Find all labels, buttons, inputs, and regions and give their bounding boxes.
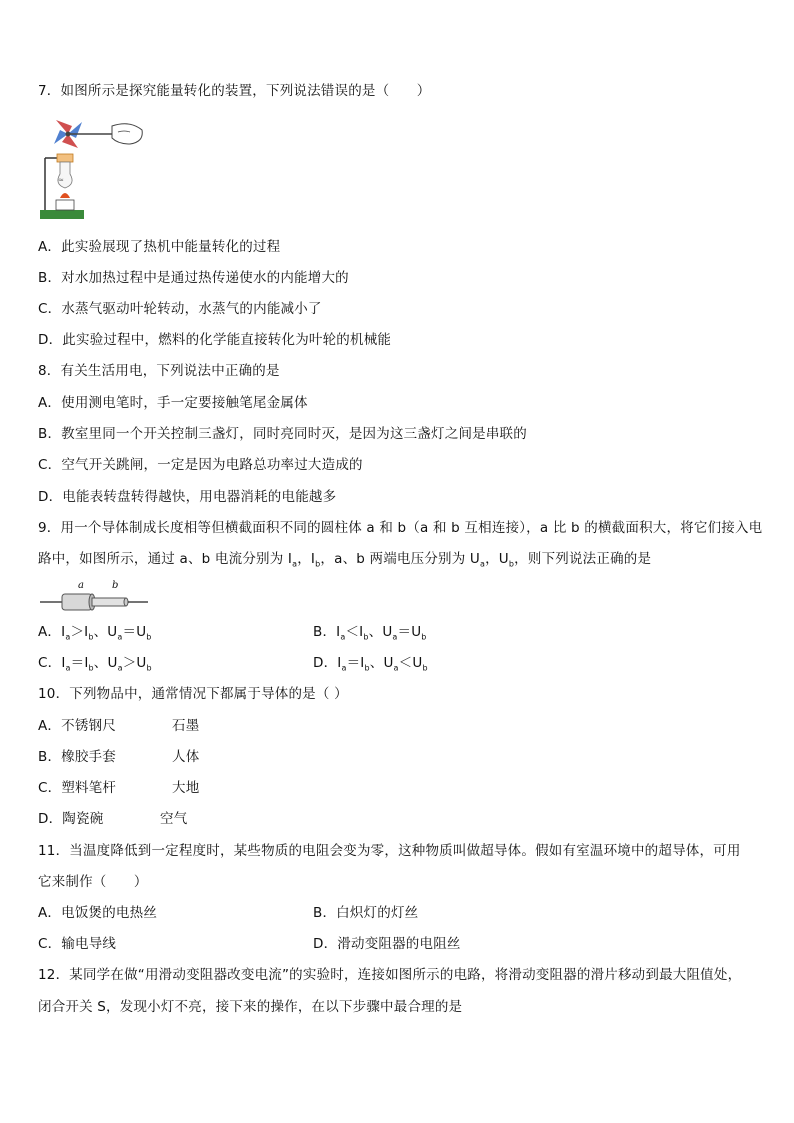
- cylinder-b: [92, 598, 126, 606]
- q8-option-b: B．教室里同一个开关控制三盏灯，同时亮同时灭，是因为这三盏灯之间是串联的: [38, 426, 527, 442]
- q10-option-b: B．橡胶手套: [38, 749, 116, 765]
- q9-option-c: C．$I_a=I_b$、$U_a>U_b$: [38, 655, 152, 673]
- q8-option-c: C．空气开关跳闸，一定是因为电路总功率过大造成的: [38, 457, 363, 473]
- label-b: b: [112, 580, 119, 591]
- q9-stem-line1: 9．用一个导体制成长度相等但横截面积不同的圆柱体 a 和 b（a 和 b 互相连接），a 比 b 的横截面积大，将它们接入电: [38, 520, 763, 536]
- cylinder-a: [62, 594, 92, 610]
- alcohol-lamp: [56, 200, 74, 210]
- q11-stem-line1: 11．当温度降低到一定程度时，某些物质的电阻会变为零，这种物质叫做超导体。假如有室温环境中的超导体，可用: [38, 843, 741, 859]
- q10-option-b-item2: 人体: [172, 749, 200, 765]
- flask-body: [58, 162, 72, 188]
- q9-option-b: B．$I_a<I_b$、$U_a=U_b$: [313, 624, 427, 642]
- q8-option-a: A．使用测电笔时，手一定要接触笔尾金属体: [38, 395, 308, 411]
- q10-option-a: A．不锈钢尺: [38, 718, 116, 734]
- q10-option-c: C．塑料笔杆: [38, 780, 117, 796]
- q10-option-a-item2: 石墨: [172, 718, 200, 734]
- hand-icon: [112, 124, 142, 144]
- q11-option-a: A．电饭煲的电热丝: [38, 905, 158, 921]
- q11-option-d: D．滑动变阻器的电阻丝: [313, 936, 461, 952]
- flame-icon: [60, 193, 70, 198]
- q9-stem-line2-post: ，则下列说法正确的是: [514, 551, 652, 567]
- label-a: a: [78, 580, 84, 591]
- q12-stem-line1: 12．某同学在做“用滑动变阻器改变电流”的实验时，连接如图所示的电路，将滑动变阻器的滑片移动到最大阻值处，: [38, 967, 742, 983]
- q7-stem: 7．如图所示是探究能量转化的装置，下列说法错误的是（ ）: [38, 83, 431, 99]
- conductor-figure: [38, 578, 150, 612]
- q7-option-d: D．此实验过程中，燃料的化学能直接转化为叶轮的机械能: [38, 332, 392, 348]
- svg-text:≈: ≈: [58, 176, 64, 184]
- q7-option-b: B．对水加热过程中是通过热传递使水的内能增大的: [38, 270, 349, 286]
- q10-stem: 10．下列物品中，通常情况下都属于导体的是（ ）: [38, 686, 348, 702]
- q11-option-b: B．白炽灯的灯丝: [313, 905, 419, 921]
- q8-stem: 8．有关生活用电，下列说法中正确的是: [38, 363, 280, 379]
- q9-stem-line2-pre: 路中，如图所示，通过 a、b 电流分别为 I: [38, 551, 293, 567]
- q11-option-c: C．输电导线: [38, 936, 117, 952]
- q12-stem-line2: 闭合开关 S，发现小灯不亮，接下来的操作，在以下步骤中最合理的是: [38, 999, 463, 1015]
- q8-option-d: D．电能表转盘转得越快，用电器消耗的电能越多: [38, 489, 337, 505]
- q10-option-d-item2: 空气: [160, 811, 188, 827]
- stand-base: [40, 210, 84, 219]
- q7-option-c: C．水蒸气驱动叶轮转动，水蒸气的内能减小了: [38, 301, 322, 317]
- q10-option-c-item2: 大地: [172, 780, 200, 796]
- q10-option-d: D．陶瓷碗: [38, 811, 104, 827]
- q9-stem-line2: 路中，如图所示，通过 a、b 电流分别为 $I_a$，$I_b$，a、b 两端电压分别为 $U_a$，$U_b$，则下列说法正确的是: [38, 551, 652, 569]
- flask-top: [57, 154, 73, 162]
- q7-option-a: A．此实验展现了热机中能量转化的过程: [38, 239, 281, 255]
- q9-option-a: A．$I_a>I_b$、$U_a=U_b$: [38, 624, 152, 642]
- q11-stem-line2: 它来制作（ ）: [38, 874, 148, 890]
- steam-turbine-figure: [38, 112, 150, 220]
- q9-option-d: D．$I_a=I_b$、$U_a<U_b$: [313, 655, 428, 673]
